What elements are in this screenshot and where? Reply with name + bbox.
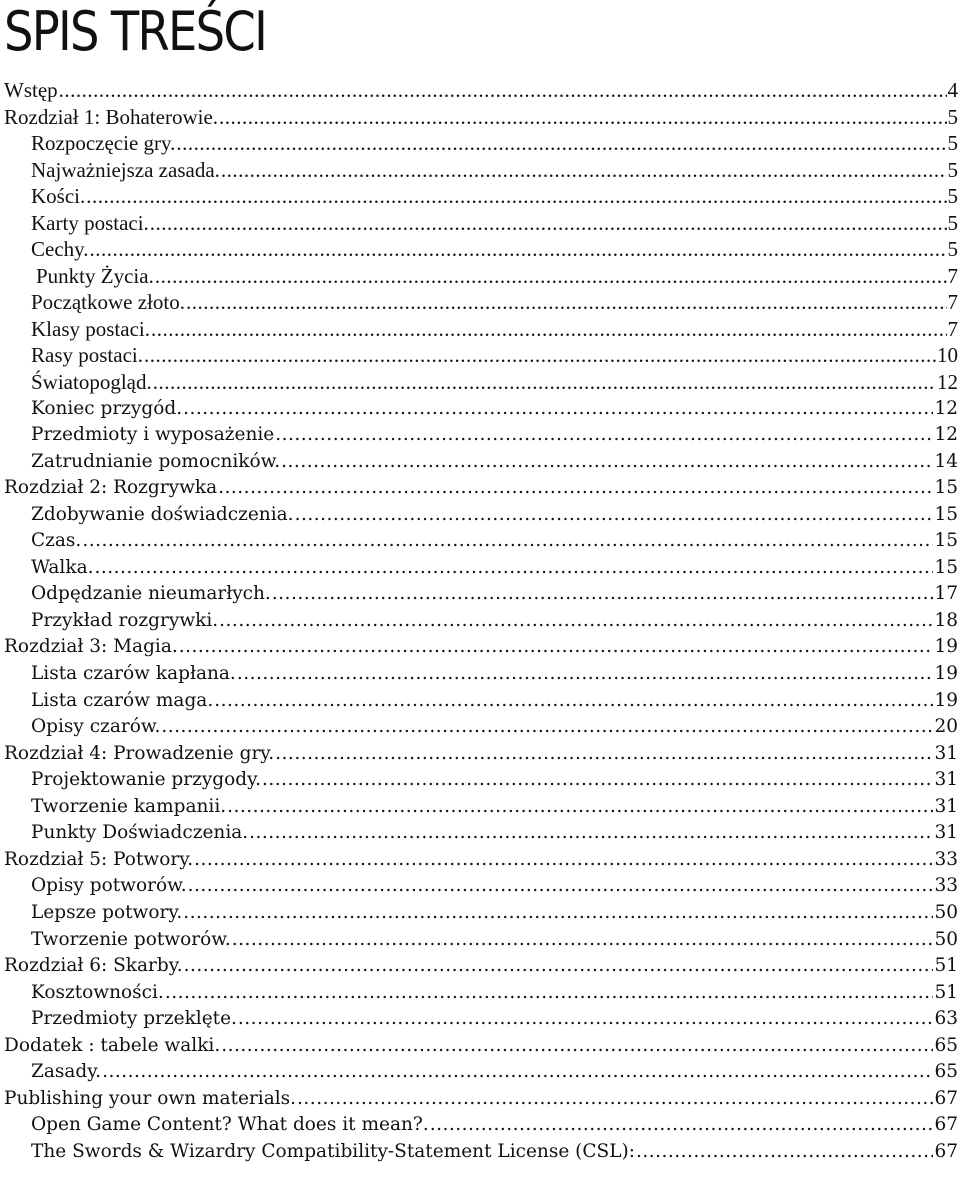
toc-entry-label: Odpędzanie nieumarłych. (31, 583, 271, 605)
toc-entry-label: The Swords & Wizardry Compatibility-Statement License (CSL): (31, 1140, 635, 1162)
toc-dot-leader (272, 581, 934, 608)
toc-section-entry[interactable] (4, 396, 958, 423)
toc-dot-leader (218, 475, 933, 502)
toc-dot-leader (281, 449, 933, 476)
toc-dot-leader (184, 953, 934, 980)
toc-entry-label: Kości. (31, 184, 86, 209)
toc-dot-leader (232, 927, 934, 954)
toc-section-entry[interactable] (4, 927, 958, 954)
toc-section-entry[interactable] (4, 210, 958, 237)
toc-chapter-entry[interactable] (4, 741, 958, 768)
toc-entry-label: Punkty Życia. (36, 263, 154, 288)
toc-chapter-entry[interactable] (4, 1086, 958, 1113)
toc-dot-leader (262, 767, 933, 794)
toc-page-number: 65 (934, 1034, 958, 1056)
toc-page-number: 51 (934, 955, 958, 977)
toc-section-entry[interactable] (4, 767, 958, 794)
toc-section-entry[interactable] (4, 1059, 958, 1086)
toc-section-entry[interactable] (4, 183, 958, 210)
toc-entry-label: Przedmioty i wyposażenie (31, 424, 275, 446)
toc-dot-leader (150, 210, 947, 237)
toc-page-number: 4 (947, 78, 958, 102)
toc-dot-leader (151, 316, 947, 343)
toc-page-number: 5 (947, 184, 958, 209)
toc-section-entry[interactable] (4, 873, 958, 900)
toc-entry-label: Zatrudnianie pomocników. (31, 450, 281, 472)
toc-section-entry[interactable] (4, 581, 958, 608)
toc-section-entry[interactable] (4, 900, 958, 927)
toc-entry-label: Koniec przygód. (31, 397, 183, 419)
toc-entry-label: Opisy potworów. (31, 875, 187, 897)
toc-entry-label: Rozdział 2: Rozgrywka (4, 477, 218, 499)
toc-page-number: 17 (934, 583, 958, 605)
toc-dot-leader (249, 820, 933, 847)
toc-entry-label: Zasady. (31, 1061, 102, 1083)
toc-entry-label: Karty postaci. (31, 210, 149, 235)
toc-dot-leader (194, 847, 933, 874)
toc-dot-leader (214, 688, 933, 715)
toc-entry-label: Rozdział 5: Potwory. (4, 848, 194, 870)
toc-section-entry[interactable] (4, 528, 958, 555)
toc-dot-leader (219, 104, 946, 131)
toc-section-entry[interactable] (4, 263, 958, 290)
toc-page-number: 12 (937, 370, 958, 395)
toc-dot-leader (155, 263, 947, 290)
toc-page-number: 15 (934, 503, 958, 525)
toc-dot-leader (183, 900, 933, 927)
toc-section-entry[interactable] (4, 1139, 958, 1166)
toc-page-number: 15 (934, 530, 958, 552)
toc-chapter-entry[interactable] (4, 1033, 958, 1060)
toc-dot-leader (275, 741, 933, 768)
toc-entry-label: Czas. (31, 530, 82, 552)
toc-entry-label: Publishing your own materials. (4, 1087, 297, 1109)
toc-page-number: 33 (934, 875, 958, 897)
toc-section-entry[interactable] (4, 661, 958, 688)
toc-dot-leader (295, 502, 934, 529)
toc-chapter-entry[interactable] (4, 475, 958, 502)
toc-dot-leader (238, 1006, 934, 1033)
toc-entry-label: Przykład rozgrywki. (31, 609, 219, 631)
toc-section-entry[interactable] (4, 1112, 958, 1139)
toc-entry-label: Początkowe złoto. (31, 290, 185, 315)
toc-entry-label: Zdobywanie doświadczenia. (31, 503, 294, 525)
toc-entry-label: Tworzenie kampanii. (31, 795, 227, 817)
toc-section-entry[interactable] (4, 714, 958, 741)
toc-dot-leader (165, 980, 934, 1007)
toc-dot-leader (179, 634, 934, 661)
toc-page-number: 50 (934, 928, 958, 950)
toc-entry-label: Wstęp (4, 78, 58, 102)
toc-page-number: 5 (947, 131, 958, 156)
toc-page-number: 31 (934, 742, 958, 764)
toc-page-number: 15 (934, 556, 958, 578)
toc-section-entry[interactable] (4, 1006, 958, 1033)
toc-section-entry[interactable] (4, 316, 958, 343)
toc-chapter-entry[interactable] (4, 634, 958, 661)
toc-entry-label: Opisy czarów. (31, 716, 161, 738)
toc-page-number: 31 (934, 795, 958, 817)
toc-dot-leader (102, 1059, 933, 1086)
toc-page-number: 51 (934, 981, 958, 1003)
toc-section-entry[interactable] (4, 422, 958, 449)
toc-page-number: 65 (934, 1061, 958, 1083)
toc-section-entry[interactable] (4, 794, 958, 821)
toc-entry-label: Klasy postaci. (31, 316, 150, 341)
toc-section-entry[interactable] (4, 369, 958, 396)
toc-entry-label: Przedmioty przeklęte. (31, 1008, 237, 1030)
toc-entry-label: Rozpoczęcie gry. (31, 131, 176, 156)
toc-page-number: 33 (934, 848, 958, 870)
toc-page-number: 67 (934, 1087, 958, 1109)
toc-dot-leader (275, 422, 933, 449)
toc-entry-label: Punkty Doświadczenia. (31, 822, 249, 844)
toc-dot-leader (90, 236, 947, 263)
toc-page-number: 19 (934, 689, 958, 711)
toc-dot-leader (188, 873, 934, 900)
toc-entry-label: Tworzenie potworów. (31, 928, 231, 950)
toc-entry-label: Światopogląd. (31, 370, 152, 395)
toc-section-entry[interactable] (4, 502, 958, 529)
toc-dot-leader (430, 1112, 934, 1139)
toc-entry-label: Projektowanie przygody. (31, 769, 262, 791)
toc-entry-label: Rasy postaci. (31, 343, 143, 368)
toc-page-number: 19 (934, 663, 958, 685)
toc-dot-leader (161, 714, 933, 741)
toc-dot-leader (227, 794, 933, 821)
toc-dot-leader (144, 342, 936, 369)
toc-page-number: 18 (934, 609, 958, 631)
toc-page-number: 12 (934, 424, 958, 446)
toc-page-number: 5 (947, 157, 958, 182)
toc-page-number: 7 (947, 290, 958, 315)
toc-page-number: 15 (934, 477, 958, 499)
toc-section-entry[interactable] (4, 980, 958, 1007)
toc-page-number: 31 (934, 769, 958, 791)
table-of-contents (4, 77, 958, 1165)
toc-dot-leader (636, 1139, 934, 1166)
toc-dot-leader (219, 608, 933, 635)
toc-section-entry[interactable] (4, 820, 958, 847)
toc-page-number: 14 (934, 450, 958, 472)
toc-dot-leader (59, 77, 947, 104)
toc-chapter-entry[interactable] (4, 953, 958, 980)
toc-entry-label: Rozdział 3: Magia. (4, 636, 178, 658)
toc-section-entry[interactable] (4, 608, 958, 635)
toc-page-number: 19 (934, 636, 958, 658)
toc-chapter-entry[interactable] (4, 104, 958, 131)
toc-section-entry[interactable] (4, 130, 958, 157)
toc-entry-label: Rozdział 1: Bohaterowie. (4, 104, 219, 129)
toc-dot-leader (86, 183, 946, 210)
toc-page-number: 12 (934, 397, 958, 419)
toc-section-entry[interactable] (4, 157, 958, 184)
toc-dot-leader (297, 1086, 933, 1113)
toc-entry-label: Rozdział 4: Prowadzenie gry. (4, 742, 275, 764)
toc-page-number: 67 (934, 1114, 958, 1136)
toc-section-entry[interactable] (4, 555, 958, 582)
toc-page-number: 7 (947, 316, 958, 341)
toc-dot-leader (176, 130, 946, 157)
toc-page-number: 63 (934, 1008, 958, 1030)
toc-section-entry[interactable] (4, 688, 958, 715)
toc-page-number: 67 (934, 1140, 958, 1162)
toc-entry-label: Cechy. (31, 237, 89, 262)
toc-dot-leader (153, 369, 936, 396)
page-title: SPIS TREŚCI (4, 0, 267, 63)
toc-page-number: 20 (934, 716, 958, 738)
toc-dot-leader (82, 528, 933, 555)
toc-page-number: 5 (947, 210, 958, 235)
toc-page-number: 31 (934, 822, 958, 844)
toc-dot-leader (94, 555, 933, 582)
toc-entry-label: Lista czarów maga. (31, 689, 214, 711)
toc-entry-label: Kosztowności. (31, 981, 164, 1003)
toc-section-entry[interactable] (4, 449, 958, 476)
toc-entry-label: Walka. (31, 556, 94, 578)
toc-page-number: 5 (947, 237, 958, 262)
toc-entry-label: Open Game Content? What does it mean?. (31, 1114, 429, 1136)
toc-entry-label: Lepsze potwory. (31, 901, 183, 923)
toc-section-entry[interactable] (4, 236, 958, 263)
toc-entry-label: Najważniejsza zasada. (31, 157, 220, 182)
toc-entry-label: Lista czarów kapłana. (31, 663, 236, 685)
toc-entry-label: Rozdział 6: Skarby. (4, 955, 183, 977)
toc-section-entry[interactable] (4, 342, 958, 369)
toc-chapter-entry[interactable] (4, 847, 958, 874)
toc-dot-leader (221, 157, 947, 184)
toc-dot-leader (183, 396, 933, 423)
toc-dot-leader (186, 289, 947, 316)
toc-page-number: 5 (947, 104, 958, 129)
toc-section-entry[interactable] (4, 289, 958, 316)
toc-page-number: 10 (937, 343, 958, 368)
toc-entry-label: Dodatek : tabele walki. (4, 1034, 221, 1056)
toc-chapter-entry[interactable] (4, 77, 958, 104)
toc-page-number: 7 (947, 263, 958, 288)
toc-dot-leader (237, 661, 934, 688)
toc-page-number: 50 (934, 901, 958, 923)
toc-dot-leader (221, 1033, 933, 1060)
